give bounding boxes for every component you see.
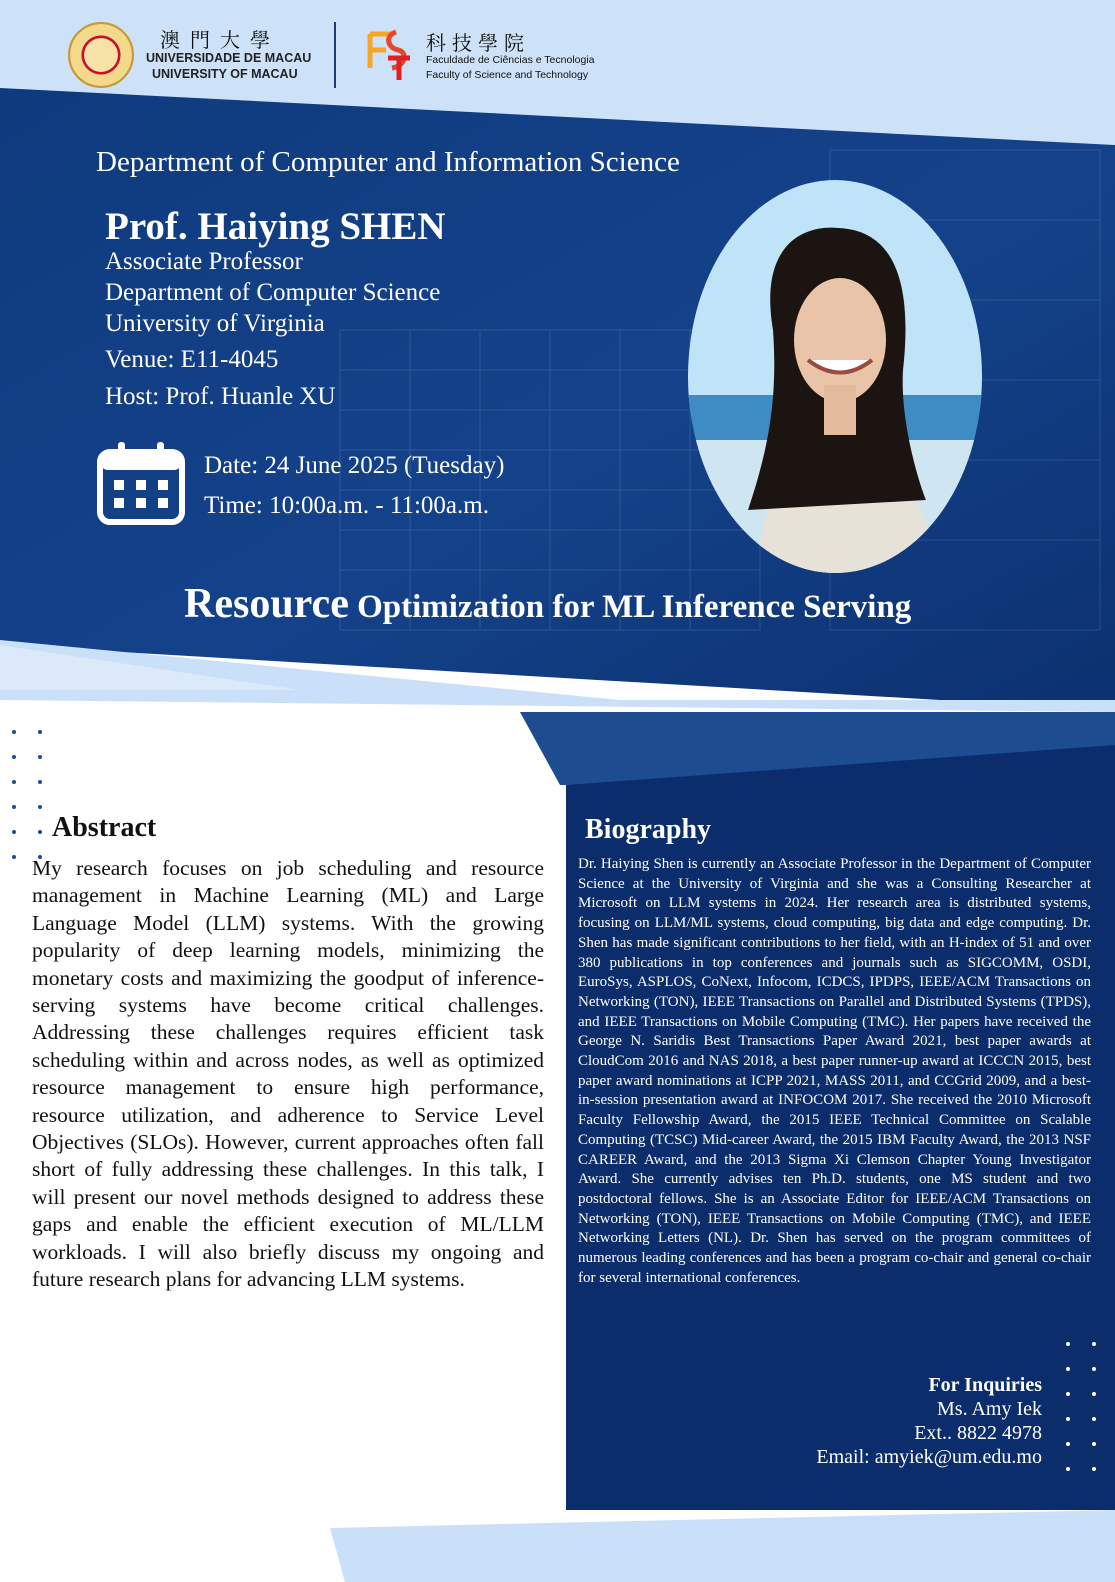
inquiries-title: For Inquiries — [928, 1374, 1042, 1396]
decorative-dots-right — [1064, 1340, 1104, 1474]
abstract-text: My research focuses on job scheduling and resource management in Machine Learning (ML) and Large Language Model (LLM) systems. With the growing popularity of deep learning models, minimizing the monetary costs and maximizing the goodput of inference-serving systems have become critical challenges. Addressing these challenges requires efficient task scheduling within and across nodes, as well as optimized resource management to ensure high performance, resource utilization, and adherence to Service Level Objectives (SLOs). However, current approaches often fall short of fully addressing these challenges. In this talk, I will present our novel methods designed to address these gaps and enable the efficient execution of ML/LLM workloads. I will also briefly discuss my ongoing and future research plans for advancing LLM systems. — [32, 856, 544, 1292]
speaker-title: Associate Professor — [105, 248, 303, 275]
inquiries-extension: Ext.. 8822 4978 — [914, 1422, 1042, 1444]
um-name-english: UNIVERSITY OF MACAU — [152, 67, 298, 81]
biography-heading: Biography — [585, 814, 712, 845]
speaker-photo — [688, 180, 982, 573]
department-title: Department of Computer and Information Science — [96, 146, 680, 178]
decorative-dots-left — [10, 728, 50, 860]
calendar-icon — [96, 442, 186, 526]
fst-name-chinese: 科技學院 — [426, 31, 530, 55]
fst-logo — [366, 28, 412, 82]
fst-name-english: Faculty of Science and Technology — [426, 69, 589, 81]
inquiries-email[interactable]: Email: amyiek@um.edu.mo — [816, 1446, 1042, 1468]
talk-date: Date: 24 June 2025 (Tuesday) — [204, 452, 505, 479]
speaker-department: Department of Computer Science — [105, 279, 441, 306]
um-name-portuguese: UNIVERSIDADE DE MACAU — [146, 51, 312, 65]
talk-title-rest: Optimization for ML Inference Serving — [348, 589, 912, 625]
um-name-chinese: 澳門大學 — [160, 28, 280, 52]
speaker-university: University of Virginia — [105, 310, 325, 337]
talk-time: Time: 10:00a.m. - 11:00a.m. — [204, 492, 489, 519]
host: Host: Prof. Huanle XU — [105, 383, 336, 410]
abstract-heading: Abstract — [52, 812, 157, 843]
speaker-name: Prof. Haiying SHEN — [105, 205, 446, 248]
university-seal-logo — [68, 22, 134, 88]
venue: Venue: E11-4045 — [105, 346, 279, 373]
header-divider — [334, 22, 336, 88]
fst-name-portuguese: Faculdade de Ciências e Tecnologia — [426, 54, 595, 66]
talk-title-first-word: Resource — [184, 581, 349, 627]
inquiries-contact-name: Ms. Amy Iek — [937, 1398, 1042, 1420]
biography-text: Dr. Haiying Shen is currently an Associate Professor in the Department of Computer Science at the University of Virginia and she was a Consulting Researcher at Microsoft on LLM systems in 2024. Her research area is distributed systems, focusing on LLM/ML systems, cloud computing, big data and edge computing. Dr. Shen has made significant contributions to her field, with an H-index of 51 and over 380 publications in top conferences and journals such as SIGCOMM, OSDI, EuroSys, ASPLOS, CoNext, Infocom, ICDCS, IPDPS, IEEE/ACM Transactions on Networking (TON), IEEE Transactions on Parallel and Distributed Systems (TPDS), and IEEE Transactions on Mobile Computing (TMC). Her papers have received the George N. Saridis Best Transactions Paper Award 2021, best paper awards at CloudCom 2016 and NAS 2018, a best paper runner-up award at ICCCN 2015, best paper award nominations at ICPP 2021, MASS 2011, and CCGrid 2009, and a best-in-session presentation award at INFOCOM 2017. She received the 2010 Microsoft Faculty Fellowship Award, the 2015 IEEE Technical Committee on Scalable Computing (TCSC) Mid-career Award, the 2015 IBM Faculty Award, the 2013 NSF CAREER Award, and the 2013 Sigma Xi Clemson Chapter Young Investigator Award. She currently advises ten Ph.D. students, one MS student and two postdoctoral fellows. She is an Associate Editor for IEEE/ACM Transactions on Networking (TON), IEEE Transactions on Mobile Computing (TMC), and IEEE Networking Letters (NL). Dr. Shen has served on the program committees of numerous leading conferences and has been a program co-chair and general co-chair for several international conferences. — [578, 856, 1091, 1286]
talk-title — [184, 580, 911, 628]
